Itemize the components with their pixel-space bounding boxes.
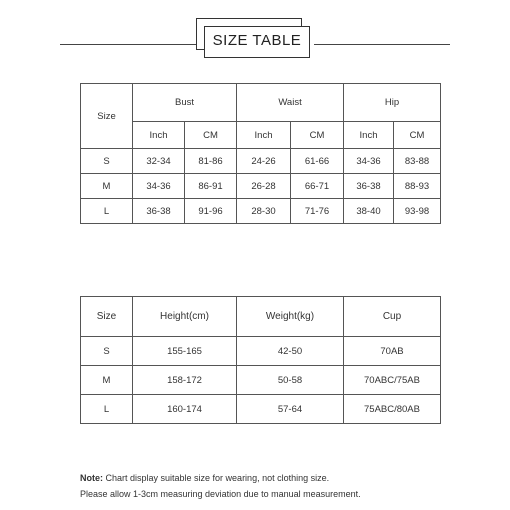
height-header: Height(cm)	[133, 297, 237, 337]
hip-inch-cell: 38-40	[344, 199, 394, 224]
header-rule-left	[60, 44, 196, 45]
size-header: Size	[81, 84, 133, 149]
note-text-2: Please allow 1-3cm measuring deviation due to manual measurement.	[80, 489, 361, 499]
measurement-table	[80, 83, 441, 224]
waist-header: Waist	[237, 84, 344, 122]
note-line-1	[80, 470, 361, 486]
height-cell: 155-165	[133, 337, 237, 366]
size-cell: L	[81, 199, 133, 224]
unit-cm: CM	[291, 122, 344, 149]
weight-cell: 50-58	[237, 366, 344, 395]
bust-cm-cell: 91-96	[185, 199, 237, 224]
size-cell: M	[81, 174, 133, 199]
unit-inch: Inch	[344, 122, 394, 149]
hip-inch-cell: 34-36	[344, 149, 394, 174]
table-row	[81, 395, 441, 424]
size-cell: S	[81, 337, 133, 366]
size-cell: S	[81, 149, 133, 174]
size-header: Size	[81, 297, 133, 337]
table-row	[81, 199, 441, 224]
page-title: SIZE TABLE	[212, 32, 302, 49]
hip-cm-cell: 83-88	[394, 149, 441, 174]
hip-cm-cell: 93-98	[394, 199, 441, 224]
bust-inch-cell: 36-38	[133, 199, 185, 224]
unit-inch: Inch	[133, 122, 185, 149]
bust-inch-cell: 32-34	[133, 149, 185, 174]
weight-cell: 57-64	[237, 395, 344, 424]
hip-header: Hip	[344, 84, 441, 122]
note-label: Note:	[80, 473, 103, 483]
weight-cell: 42-50	[237, 337, 344, 366]
header-rule-right	[314, 44, 450, 45]
cup-cell: 70ABC/75AB	[344, 366, 441, 395]
waist-cm-cell: 61-66	[291, 149, 344, 174]
hip-inch-cell: 36-38	[344, 174, 394, 199]
title-frame	[196, 18, 314, 56]
bust-cm-cell: 81-86	[185, 149, 237, 174]
bust-header: Bust	[133, 84, 237, 122]
bust-cm-cell: 86-91	[185, 174, 237, 199]
size-cell: L	[81, 395, 133, 424]
waist-inch-cell: 24-26	[237, 149, 291, 174]
cup-cell: 75ABC/80AB	[344, 395, 441, 424]
waist-inch-cell: 26-28	[237, 174, 291, 199]
cup-header: Cup	[344, 297, 441, 337]
waist-cm-cell: 71-76	[291, 199, 344, 224]
height-cell: 158-172	[133, 366, 237, 395]
unit-inch: Inch	[237, 122, 291, 149]
fit-table	[80, 296, 441, 424]
table-row	[81, 149, 441, 174]
table-row	[81, 174, 441, 199]
waist-cm-cell: 66-71	[291, 174, 344, 199]
note-text-1: Chart display suitable size for wearing, not clothing size.	[103, 473, 330, 483]
unit-cm: CM	[394, 122, 441, 149]
waist-inch-cell: 28-30	[237, 199, 291, 224]
hip-cm-cell: 88-93	[394, 174, 441, 199]
bust-inch-cell: 34-36	[133, 174, 185, 199]
note-block	[80, 470, 361, 502]
table-row	[81, 366, 441, 395]
unit-cm: CM	[185, 122, 237, 149]
table-row	[81, 337, 441, 366]
size-cell: M	[81, 366, 133, 395]
cup-cell: 70AB	[344, 337, 441, 366]
weight-header: Weight(kg)	[237, 297, 344, 337]
height-cell: 160-174	[133, 395, 237, 424]
